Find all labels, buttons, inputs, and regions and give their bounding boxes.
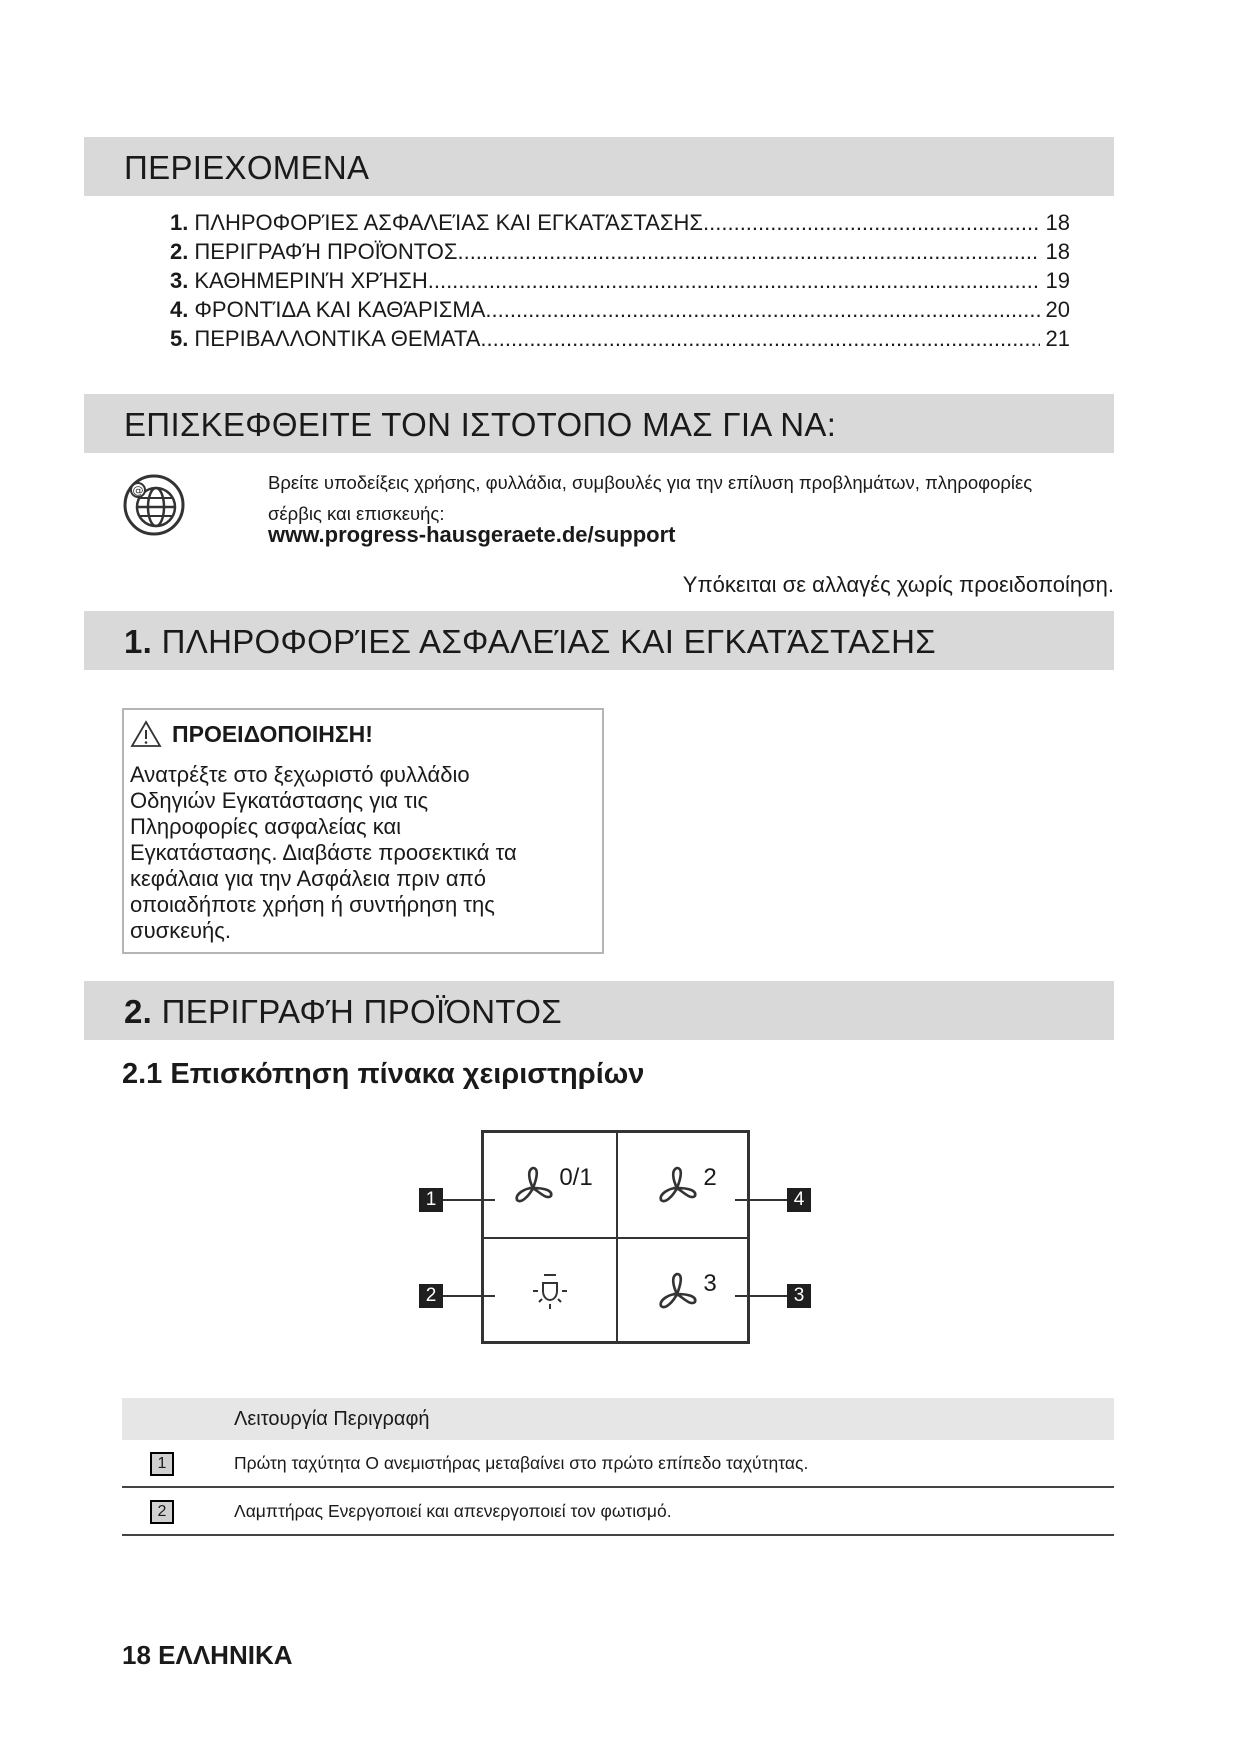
toc-header	[84, 137, 1114, 196]
callout-3: 3	[787, 1284, 811, 1308]
section-2-title: 2. ΠΕΡΙΓΡΑΦΉ ΠΡΟΪΌΝΤΟΣ	[124, 993, 562, 1030]
page-footer: 18 ΕΛΛΗΝΙΚΑ	[122, 1640, 293, 1670]
website-title: ΕΠΙΣΚΕΦΘΕΙΤΕ ΤΟΝ ΙΣΤΟΤΟΠΟ ΜΑΣ ΓΙΑ ΝΑ:	[124, 406, 837, 443]
warning-title: ΠΡΟΕΙΔΟΠΟΙΗΣΗ!	[172, 720, 373, 747]
light-button[interactable]	[484, 1239, 616, 1343]
fan-speed-3-button[interactable]	[618, 1239, 750, 1343]
toc-item-page: 18	[1045, 210, 1070, 235]
table-of-contents	[170, 210, 1070, 355]
fan-speed-2-button[interactable]	[618, 1133, 750, 1237]
warning-text: Ανατρέξτε στο ξεχωριστό φυλλάδιο Οδηγιών Εγκατάστασης για τις Πληροφορίες ασφαλείας και Εγκατάστασης. Διαβάστε προσεκτικά τα κεφάλαια για την Ασφάλεια πριν από οποιαδήποτε χρήση ή συντήρηση της συσκευής.	[130, 762, 517, 943]
toc-item-page: 19	[1045, 268, 1070, 293]
fan-speed-1-button[interactable]	[484, 1133, 616, 1237]
section-1-header	[84, 611, 1114, 670]
fan-speed-label: 0/1	[559, 1164, 593, 1191]
warning-triangle-icon	[130, 720, 162, 748]
globe-icon	[122, 473, 186, 537]
section-1-title: 1. ΠΛΗΡΟΦΟΡΊΕΣ ΑΣΦΑΛΕΊΑΣ ΚΑΙ ΕΓΚΑΤΆΣΤΑΣΗΣ	[124, 623, 936, 660]
toc-item-label: ΚΑΘΗΜΕΡΙΝΉ ΧΡΉΣΗ	[194, 268, 428, 293]
toc-item[interactable]: 4. ΦΡΟΝΤΊΔΑ ΚΑΙ ΚΑΘΆΡΙΣΜΑ ..... 20	[170, 297, 1070, 326]
light-bulb-icon	[528, 1269, 572, 1313]
table-row	[122, 1488, 1114, 1536]
row-description: Πρώτη ταχύτητα Ο ανεμιστήρας μεταβαίνει στο πρώτο επίπεδο ταχύτητας.	[234, 1453, 809, 1473]
change-notice: Υπόκειται σε αλλαγές χωρίς προειδοποίηση.	[682, 572, 1114, 597]
toc-item-label: ΠΕΡΙΒΑΛΛΟΝΤΙΚΑ ΘΕΜΑΤΑ	[194, 326, 481, 351]
toc-item-label: ΠΛΗΡΟΦΟΡΊΕΣ ΑΣΦΑΛΕΊΑΣ ΚΑΙ ΕΓΚΑΤΆΣΤΑΣΗΣ	[194, 210, 704, 235]
fan-icon	[507, 1164, 559, 1206]
toc-item[interactable]: 2. ΠΕΡΙΓΡΑΦΉ ΠΡΟΪΌΝΤΟΣ ..... 18	[170, 239, 1070, 268]
toc-item-page: 20	[1045, 297, 1070, 322]
fan-speed-label: 2	[703, 1164, 717, 1191]
fan-icon	[651, 1164, 703, 1206]
fan-speed-label: 3	[703, 1270, 717, 1297]
toc-item[interactable]: 5. ΠΕΡΙΒΑΛΛΟΝΤΙΚΑ ΘΕΜΑΤΑ ..... 21	[170, 326, 1070, 355]
fan-icon	[651, 1270, 703, 1312]
website-description: Βρείτε υποδείξεις χρήσης, φυλλάδια, συμβουλές για την επίλυση προβλημάτων, πληροφορίες σέρβις και επισκευής:	[268, 472, 1033, 524]
function-table	[122, 1398, 1114, 1536]
toc-item[interactable]: 3. ΚΑΘΗΜΕΡΙΝΉ ΧΡΉΣΗ ..... 19	[170, 268, 1070, 297]
toc-item-label: ΠΕΡΙΓΡΑΦΉ ΠΡΟΪΌΝΤΟΣ	[194, 239, 458, 264]
table-row	[122, 1440, 1114, 1488]
svg-text:@: @	[132, 484, 144, 497]
toc-item-page: 21	[1045, 326, 1070, 351]
toc-item-page: 18	[1045, 239, 1070, 264]
control-panel-diagram	[481, 1130, 750, 1344]
website-header	[84, 394, 1114, 453]
callout-1: 1	[419, 1188, 443, 1212]
table-header: Λειτουργία Περιγραφή	[122, 1398, 1114, 1440]
callout-4: 4	[787, 1188, 811, 1212]
row-index-badge: 2	[150, 1500, 174, 1524]
row-description: Λαμπτήρας Ενεργοποιεί και απενεργοποιεί τον φωτισμό.	[234, 1501, 672, 1521]
section-2-header	[84, 981, 1114, 1040]
row-index-badge: 1	[150, 1452, 174, 1476]
subsection-title: 2.1 Επισκόπηση πίνακα χειριστηρίων	[122, 1058, 645, 1090]
toc-title: ΠΕΡΙΕΧΟΜΕΝΑ	[124, 149, 370, 186]
toc-item-label: ΦΡΟΝΤΊΔΑ ΚΑΙ ΚΑΘΆΡΙΣΜΑ	[194, 297, 486, 322]
toc-item[interactable]: 1. ΠΛΗΡΟΦΟΡΊΕΣ ΑΣΦΑΛΕΊΑΣ ΚΑΙ ΕΓΚΑΤΆΣΤΑΣΗΣ ..... 18	[170, 210, 1070, 239]
callout-2: 2	[419, 1284, 443, 1308]
support-link[interactable]: www.progress-hausgeraete.de/support	[268, 522, 676, 547]
warning-box	[122, 708, 604, 954]
